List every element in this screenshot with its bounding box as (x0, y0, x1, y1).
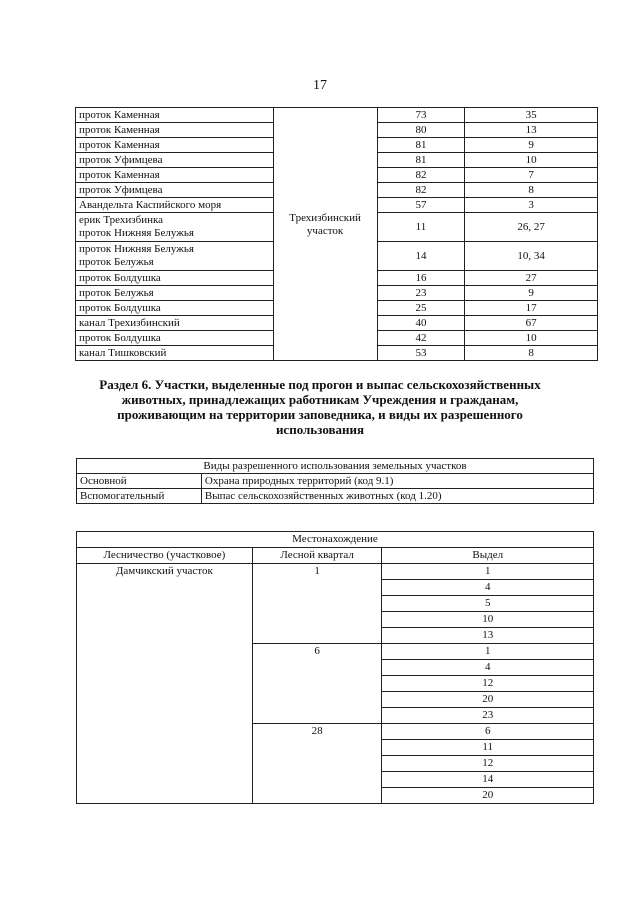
quarter-cell: 81 (377, 138, 465, 153)
section-heading (60, 377, 580, 437)
quarter-cell: 73 (377, 108, 465, 123)
page-number: 17 (313, 78, 327, 93)
vydel-cell: 10 (465, 331, 598, 346)
section-heading-line: животных, принадлежащих работникам Учреждения и гражданам, (121, 392, 519, 407)
quarter-cell: 53 (377, 346, 465, 361)
channel-name-line: проток Нижняя Белужья (79, 243, 194, 255)
channel-name: Авандельта Каспийского моря (76, 198, 274, 213)
vydel-cell: 8 (465, 183, 598, 198)
vydel-cell: 20 (382, 692, 594, 708)
vydel-cell: 3 (465, 198, 598, 213)
column-header: Выдел (382, 548, 594, 564)
use-description: Выпас сельскохозяйственных животных (код 1.20) (201, 489, 593, 504)
channel-name-line: ерик Трехизбинка (79, 214, 164, 226)
quarter-cell: 82 (377, 183, 465, 198)
table-row (76, 108, 598, 123)
quarter-cell: 25 (377, 301, 465, 316)
quarter-cell: 6 (252, 644, 382, 724)
channel-name: канал Трехизбинский (76, 316, 274, 331)
table-row (77, 474, 594, 489)
quarter-cell: 42 (377, 331, 465, 346)
vydel-cell: 8 (465, 346, 598, 361)
vydel-cell: 9 (465, 138, 598, 153)
channels-table (75, 107, 598, 361)
table-header-row (77, 532, 594, 548)
column-header: Лесничество (участковое) (77, 548, 253, 564)
quarter-cell: 80 (377, 123, 465, 138)
vydel-cell: 13 (465, 123, 598, 138)
channel-name: проток Каменная (76, 123, 274, 138)
quarter-cell: 40 (377, 316, 465, 331)
vydel-cell: 14 (382, 772, 594, 788)
use-description: Охрана природных территорий (код 9.1) (201, 474, 593, 489)
vydel-cell: 1 (382, 644, 594, 660)
column-header-row (77, 548, 594, 564)
vydel-cell: 11 (382, 740, 594, 756)
channel-name: проток Каменная (76, 168, 274, 183)
channel-name: проток Болдушка (76, 301, 274, 316)
quarter-cell: 14 (377, 242, 465, 271)
forestry-cell: Дамчикский участок (77, 564, 253, 804)
use-type: Вспомогательный (77, 489, 202, 504)
use-type: Основной (77, 474, 202, 489)
section-heading-line: Раздел 6. Участки, выделенные под прогон и выпас сельскохозяйственных (99, 377, 541, 392)
channel-name: проток Болдушка (76, 271, 274, 286)
table-header: Местонахождение (77, 532, 594, 548)
quarter-cell: 82 (377, 168, 465, 183)
vydel-cell: 26, 27 (465, 213, 598, 242)
vydel-cell: 5 (382, 596, 594, 612)
vydel-cell: 27 (465, 271, 598, 286)
section-heading-line: проживающим на территории заповедника, и виды их разрешенного (117, 407, 523, 422)
table-header-row (77, 459, 594, 474)
channel-name: проток Каменная (76, 138, 274, 153)
vydel-cell: 9 (465, 286, 598, 301)
vydel-cell: 20 (382, 788, 594, 804)
vydel-cell: 4 (382, 580, 594, 596)
vydel-cell: 10 (382, 612, 594, 628)
merged-area-cell (273, 108, 377, 361)
vydel-cell: 13 (382, 628, 594, 644)
table-row (77, 564, 594, 580)
vydel-cell: 1 (382, 564, 594, 580)
channel-name: проток Уфимцева (76, 153, 274, 168)
channel-name-line: проток Нижняя Белужья (79, 227, 194, 239)
quarter-cell: 57 (377, 198, 465, 213)
area-label: Трехизбинский участок (289, 212, 361, 237)
quarter-cell: 16 (377, 271, 465, 286)
vydel-cell: 67 (465, 316, 598, 331)
channel-name: канал Тишковский (76, 346, 274, 361)
channel-name-line: проток Белужья (79, 256, 154, 268)
table-row (77, 489, 594, 504)
quarter-cell: 11 (377, 213, 465, 242)
channel-name: проток Уфимцева (76, 183, 274, 198)
table-header: Виды разрешенного использования земельных участков (77, 459, 594, 474)
column-header: Лесной квартал (252, 548, 382, 564)
vydel-cell: 10 (465, 153, 598, 168)
vydel-cell: 17 (465, 301, 598, 316)
vydel-cell: 12 (382, 756, 594, 772)
vydel-cell: 12 (382, 676, 594, 692)
vydel-cell: 6 (382, 724, 594, 740)
quarter-cell: 81 (377, 153, 465, 168)
vydel-cell: 4 (382, 660, 594, 676)
channel-name: проток Белужья (76, 286, 274, 301)
vydel-cell: 7 (465, 168, 598, 183)
channel-name (76, 242, 274, 271)
channel-name: проток Болдушка (76, 331, 274, 346)
channel-name: проток Каменная (76, 108, 274, 123)
permitted-use-table (76, 458, 594, 504)
section-heading-line: использования (275, 422, 365, 437)
quarter-cell: 23 (377, 286, 465, 301)
vydel-cell: 35 (465, 108, 598, 123)
channel-name (76, 213, 274, 242)
vydel-cell: 23 (382, 708, 594, 724)
vydel-cell: 10, 34 (465, 242, 598, 271)
quarter-cell: 28 (252, 724, 382, 804)
location-table (76, 531, 594, 804)
quarter-cell: 1 (252, 564, 382, 644)
